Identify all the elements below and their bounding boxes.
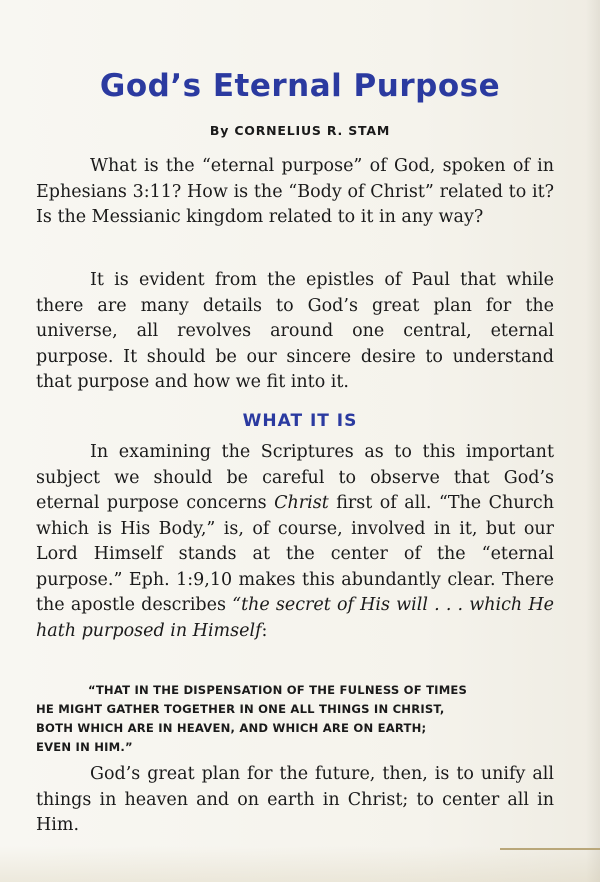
- quote-line: BOTH WHICH ARE IN HEAVEN, AND WHICH ARE ON EARTH;: [36, 721, 427, 735]
- emphasis-christ: Christ: [274, 493, 329, 513]
- article-title: God’s Eternal Purpose: [99, 68, 501, 104]
- paragraph-conclusion: God’s great plan for the future, then, is to unify all things in heaven and on earth in Christ; to center all in Him.: [36, 764, 554, 835]
- emphasis-quote: “the secret of His will . . . which He hath purposed in Himself: [36, 595, 554, 641]
- paragraph-text: In examining the Scriptures as to this important subject we should be careful to observe that God’s eternal purpose concerns: [36, 442, 554, 513]
- quote-line: “THAT IN THE DISPENSATION OF THE FULNESS OF TIMES: [88, 683, 468, 697]
- paragraph-text: :: [261, 620, 268, 641]
- article-byline: By CORNELIUS R. STAM: [209, 123, 391, 138]
- section-heading: WHAT IT IS: [242, 411, 358, 431]
- page-corner-rule: [500, 848, 600, 850]
- quote-line: EVEN IN HIM.”: [36, 740, 133, 754]
- paragraph-evident: It is evident from the epistles of Paul that while there are many details to God’s great plan for the universe, all revolves around one central, eternal purpose. It should be our sincere desire to understand that purpose and how we fit into it.: [36, 270, 554, 392]
- page-bottom-shading: [0, 846, 600, 882]
- quote-line: HE MIGHT GATHER TOGETHER IN ONE ALL THINGS IN CHRIST,: [36, 702, 445, 716]
- paragraph-examining: [36, 440, 554, 644]
- paragraph-text: first of all. “The Church which is His Body,” is, of course, involved in it, but our Lord Himself stands at the center of the “eternal purpose.” Eph. 1:9,10 makes this abundantly clear. There the apostle describes: [36, 493, 554, 615]
- paragraph-intro: What is the “eternal purpose” of God, spoken of in Ephesians 3:11? How is the “Body of Christ” related to it? Is the Messianic kingdom related to it in any way?: [36, 156, 554, 227]
- scripture-quote: [36, 681, 554, 757]
